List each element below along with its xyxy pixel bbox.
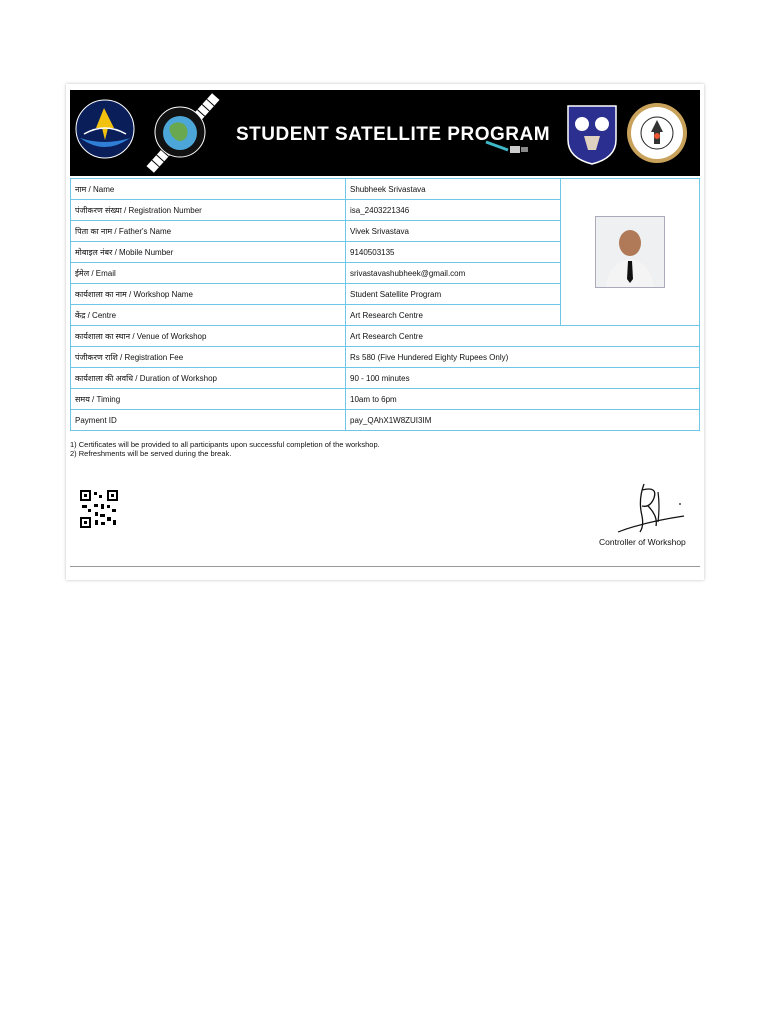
- row-value: Shubheek Srivastava: [346, 179, 561, 200]
- note-item: 2) Refreshments will be served during the break.: [70, 449, 232, 458]
- row-label: मोबाइल नंबर / Mobile Number: [71, 242, 346, 263]
- row-label: केंद्र / Centre: [71, 305, 346, 326]
- row-value: 9140503135: [346, 242, 561, 263]
- row-label: Payment ID: [71, 410, 346, 431]
- row-label: कार्यशाला की अवधि / Duration of Workshop: [71, 368, 346, 389]
- mini-satellite-icon: [484, 136, 530, 160]
- photo-cell: [561, 179, 700, 326]
- row-label: नाम / Name: [71, 179, 346, 200]
- row-label: कार्यशाला का स्थान / Venue of Workshop: [71, 326, 346, 347]
- table-row: [71, 410, 700, 431]
- banner: [70, 90, 700, 176]
- table-row: [71, 368, 700, 389]
- globe-logo: [154, 106, 206, 158]
- row-value: Vivek Srivastava: [346, 221, 561, 242]
- row-value: pay_QAhX1W8ZUI3IM: [346, 410, 700, 431]
- row-value: 10am to 6pm: [346, 389, 700, 410]
- row-label: पंजीकरण संख्या / Registration Number: [71, 200, 346, 221]
- row-value: 90 - 100 minutes: [346, 368, 700, 389]
- row-value: isa_2403221346: [346, 200, 561, 221]
- shield-logo: [564, 102, 620, 166]
- program-title: STUDENT SATELLITE PROGRAM: [236, 124, 551, 145]
- qr-code-icon: [80, 490, 118, 528]
- art-research-centre-logo: [626, 102, 688, 164]
- notes: [70, 440, 380, 458]
- table-row: [71, 326, 700, 347]
- table-row: [71, 347, 700, 368]
- row-value: Student Satellite Program: [346, 284, 561, 305]
- table-row: [71, 389, 700, 410]
- row-value: Art Research Centre: [346, 305, 561, 326]
- table-row: [71, 179, 700, 200]
- row-label: पिता का नाम / Father's Name: [71, 221, 346, 242]
- row-value: Rs 580 (Five Hundered Eighty Rupees Only): [346, 347, 700, 368]
- signature-caption: Controller of Workshop: [599, 537, 686, 547]
- row-value: srivastavashubheek@gmail.com: [346, 263, 561, 284]
- india-space-week-logo: [74, 98, 136, 160]
- signature-icon: [614, 482, 690, 538]
- participant-photo: [595, 216, 665, 288]
- row-label: समय / Timing: [71, 389, 346, 410]
- row-label: कार्यशाला का नाम / Workshop Name: [71, 284, 346, 305]
- registration-card: [66, 84, 704, 580]
- person-icon: [596, 217, 664, 287]
- row-value: Art Research Centre: [346, 326, 700, 347]
- details-table: [70, 178, 700, 431]
- row-label: पंजीकरण राशि / Registration Fee: [71, 347, 346, 368]
- note-item: 1) Certificates will be provided to all participants upon successful completion of the workshop.: [70, 440, 380, 449]
- row-label: ईमेल / Email: [71, 263, 346, 284]
- bottom-divider: [70, 566, 700, 567]
